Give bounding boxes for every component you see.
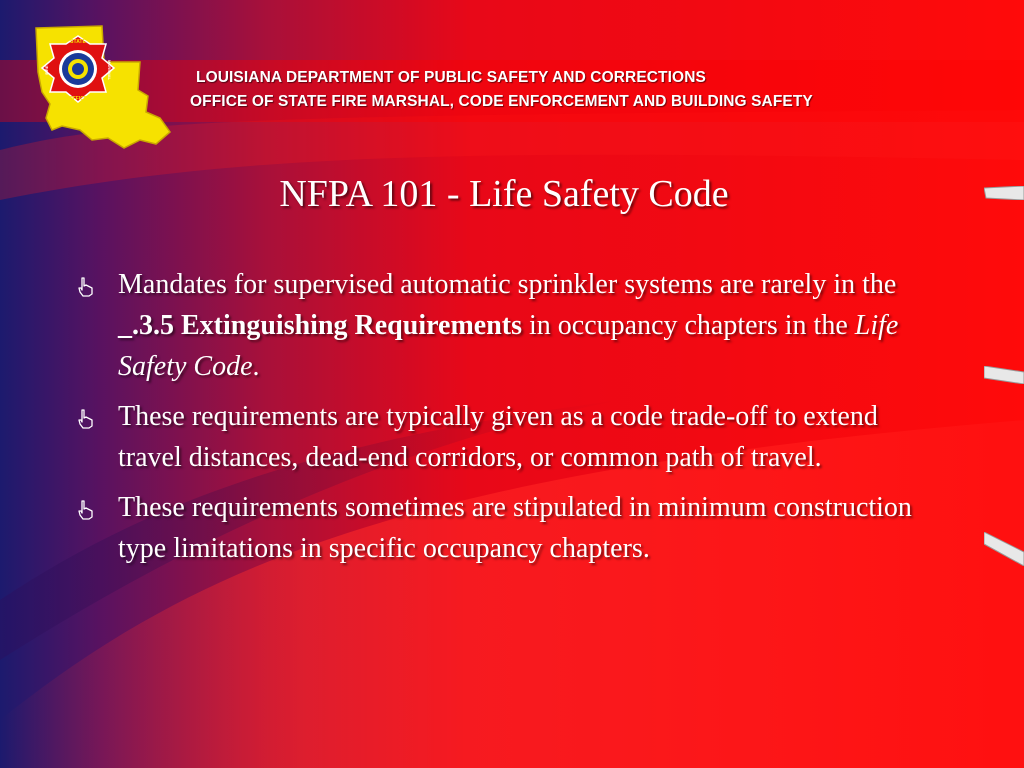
bullet-item: These requirements are typically given as a code trade-off to extend travel distances, dead-end corridors, or common path of travel. [78, 396, 928, 478]
bullet-item: These requirements sometimes are stipulated in minimum construction type limitations in specific occupancy chapters. [78, 487, 928, 569]
svg-text:MARSHAL: MARSHAL [107, 60, 112, 80]
svg-text:FIRE: FIRE [44, 65, 49, 75]
edge-tab-decoration [984, 532, 1024, 566]
edge-tab-decoration [984, 186, 1024, 200]
bullet-list [78, 264, 928, 578]
hand-pointer-icon [78, 409, 94, 429]
office-name: OFFICE OF STATE FIRE MARSHAL, CODE ENFORCEMENT AND BUILDING SAFETY [190, 93, 813, 110]
svg-text:STATE: STATE [70, 39, 86, 45]
svg-text:OFFICE: OFFICE [68, 96, 88, 102]
hand-pointer-icon [78, 500, 94, 520]
slide-title: NFPA 101 - Life Safety Code [279, 173, 729, 215]
hand-pointer-icon [78, 277, 94, 297]
state-fire-marshal-logo [28, 22, 176, 154]
edge-tab-decoration [984, 366, 1024, 384]
bullet-item: Mandates for supervised automatic sprinkler systems are rarely in the _.3.5 Extinguishing Requirements in occupancy chapters in the Life Safety Code. [78, 264, 928, 387]
agency-name: LOUISIANA DEPARTMENT OF PUBLIC SAFETY AND CORRECTIONS [196, 69, 706, 86]
